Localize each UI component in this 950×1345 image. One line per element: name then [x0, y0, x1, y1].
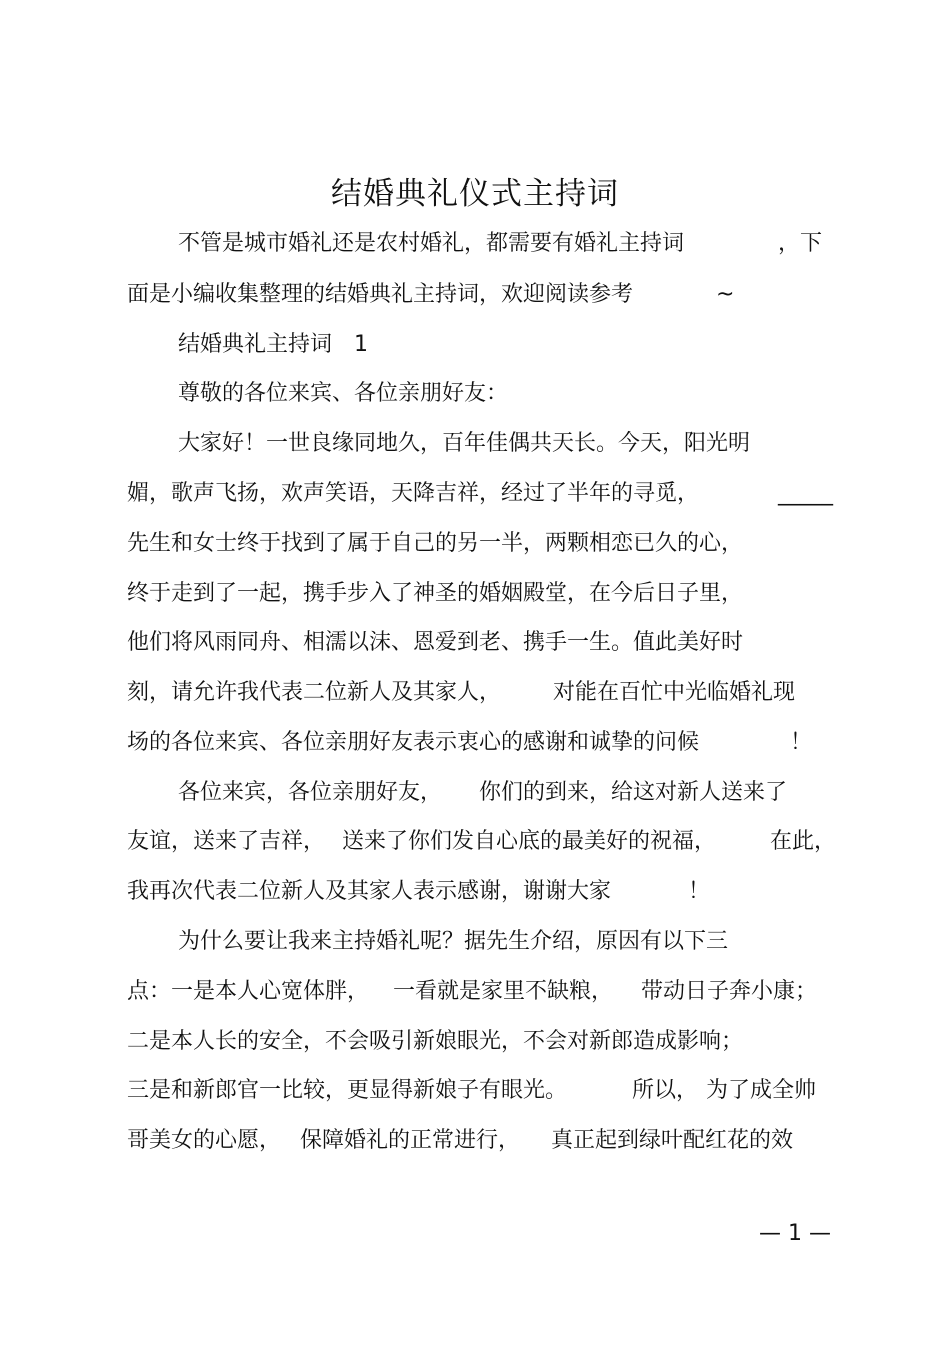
text-line: 所以， — [632, 1078, 699, 1103]
text-line: 刻，请允许我代表二位新人及其家人， — [127, 680, 502, 705]
text-line: 点：一是本人心宽体胖， — [127, 979, 370, 1004]
text-line: 在此， — [770, 829, 837, 854]
text-line: ，下 — [778, 231, 823, 256]
text-line: ！ — [688, 879, 711, 904]
text-line: 真正起到绿叶配红花的效 — [551, 1128, 794, 1153]
text-line: ~ — [716, 282, 735, 307]
text-line: 一看就是家里不缺粮， — [393, 979, 614, 1004]
text-line: 他们将风雨同舟、相濡以沫、恩爱到老、携手一生。值此美好时 — [127, 630, 744, 655]
text-line: 保障婚礼的正常进行， — [300, 1128, 521, 1153]
text-line: 面是小编收集整理的结婚典礼主持词，欢迎阅读参考 — [127, 282, 634, 307]
text-line: 带动日子奔小康； — [641, 979, 818, 1004]
text-line: 对能在百忙中光临婚礼现 — [553, 680, 796, 705]
text-line: 我再次代表二位新人及其家人表示感谢，谢谢大家 — [127, 879, 612, 904]
page-number: — 1 — — [759, 1221, 831, 1246]
text-line: 你们的到来，给这对新人送来了 — [479, 780, 788, 805]
text-line: 送来了你们发自心底的最美好的祝福， — [342, 829, 717, 854]
text-line: 友谊，送来了吉祥， — [127, 829, 326, 854]
text-line: 终于走到了一起，携手步入了神圣的婚姻殿堂，在今后日子里， — [127, 581, 744, 606]
text-line: 不管是城市婚礼还是农村婚礼，都需要有婚礼主持词 — [178, 231, 685, 256]
text-line: 哥美女的心愿， — [127, 1128, 282, 1153]
text-line: 各位来宾，各位亲朋好友， — [178, 780, 443, 805]
blank-underline: _____ — [778, 481, 833, 506]
text-line: 为什么要让我来主持婚礼呢？据先生介绍，原因有以下三 — [178, 929, 729, 954]
text-line: 尊敬的各位来宾、各位亲朋好友： — [178, 381, 509, 406]
section-heading: 结婚典礼主持词 1 — [178, 332, 368, 357]
text-line: 场的各位来宾、各位亲朋好友表示衷心的感谢和诚挚的问候 — [127, 730, 700, 755]
document-title: 结婚典礼仪式主持词 — [331, 176, 619, 212]
text-line: 大家好！一世良缘同地久，百年佳偶共天长。今天，阳光明 — [178, 431, 751, 456]
text-line: 媚，歌声飞扬，欢声笑语，天降吉祥，经过了半年的寻觅， — [127, 481, 700, 506]
text-line: 先生和女士终于找到了属于自己的另一半，两颗相恋已久的心， — [127, 531, 744, 556]
text-line: 为了成全帅 — [706, 1078, 817, 1103]
text-line: 二是本人长的安全，不会吸引新娘眼光，不会对新郎造成影响； — [127, 1029, 744, 1054]
text-line: ！ — [790, 730, 813, 755]
text-line: 三是和新郎官一比较，更显得新娘子有眼光。 — [127, 1078, 568, 1103]
